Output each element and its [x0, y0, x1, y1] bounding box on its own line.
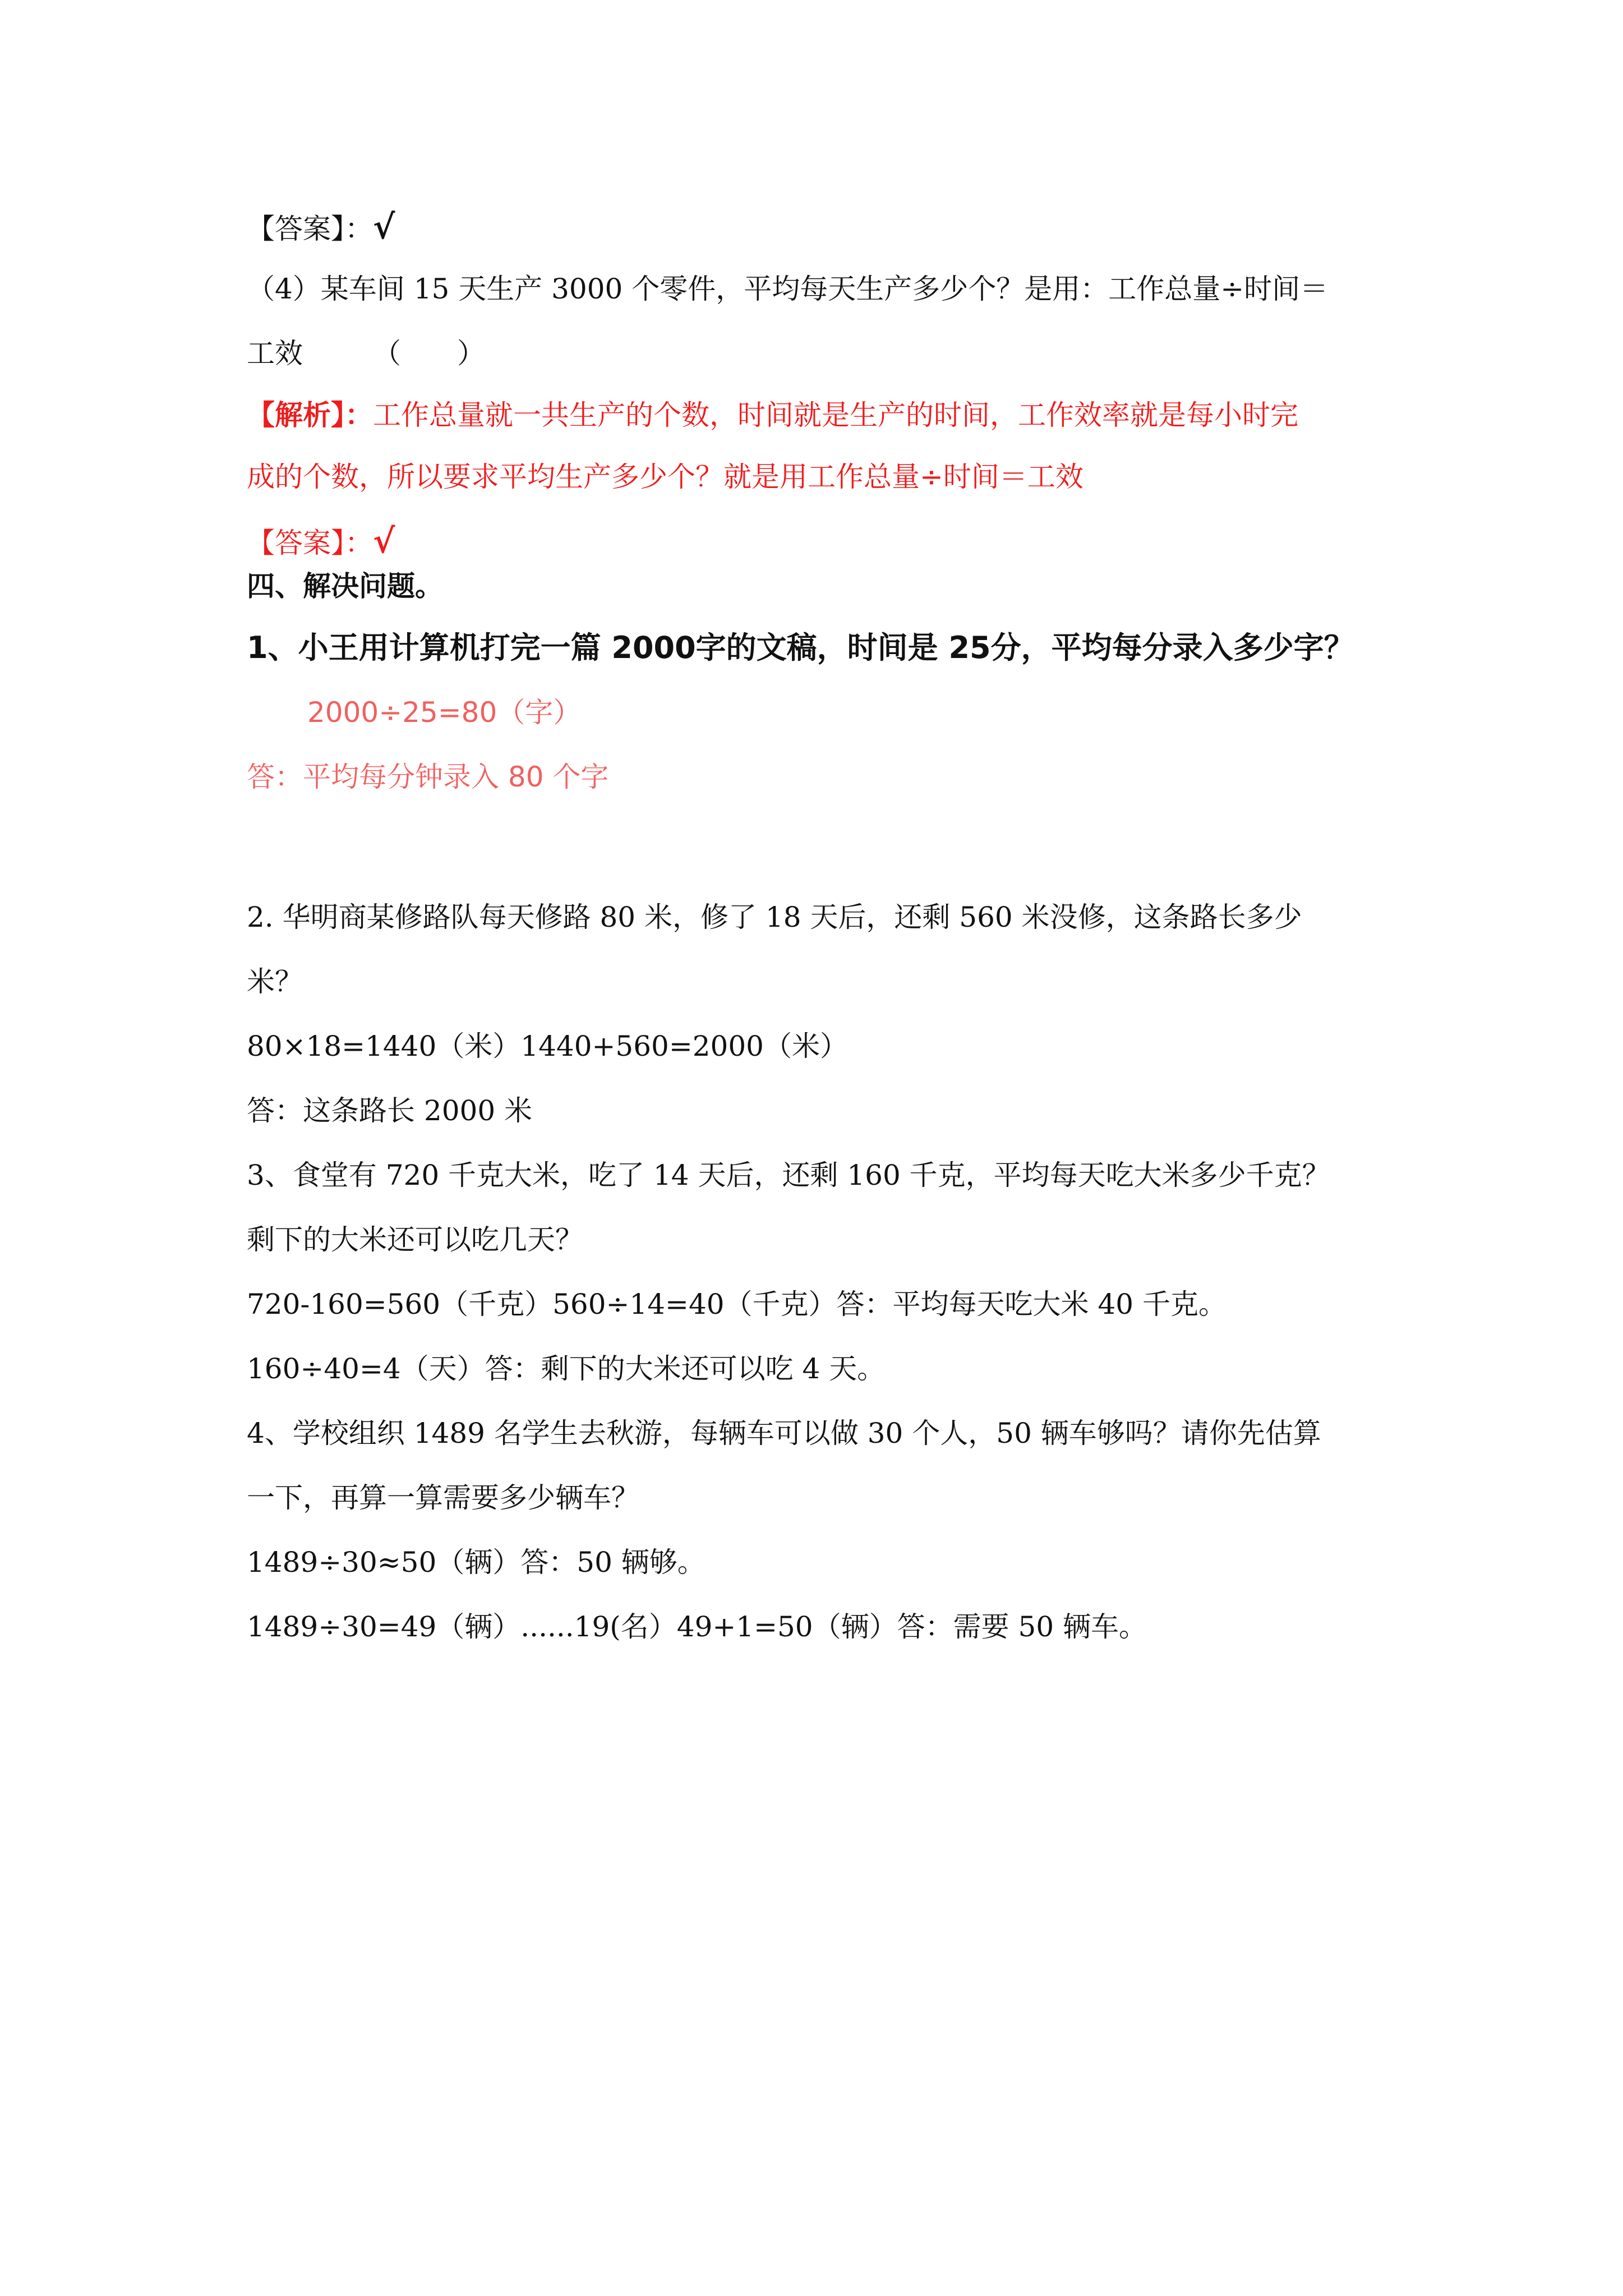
answer-line-2: [247, 522, 395, 563]
analysis-line-1: [247, 395, 1298, 435]
problem-3-question-line-1: 3、食堂有 720 千克大米，吃了 14 天后，还剩 160 千克，平均每天吃大米多少千克？: [247, 1159, 1330, 1191]
problem-3-question-line-2: 剩下的大米还可以吃几天？: [247, 1223, 583, 1256]
problem-3-calc-2: 160÷40=4（天）答：剩下的大米还可以吃 4 天。: [247, 1352, 886, 1385]
problem-3-calc-1: 720-160=560（千克）560÷14=40（千克）答：平均每天吃大米 40 千克。: [247, 1288, 1227, 1320]
problem-2-calc: 80×18=1440（米）1440+560=2000（米）: [247, 1030, 848, 1062]
question-4-line-2: 工效 （ ）: [247, 337, 485, 370]
problem-1-answer: 答：平均每分钟录入 80 个字: [247, 761, 609, 793]
problem-2-question-line-1: 2. 华明商某修路队每天修路 80 米，修了 18 天后，还剩 560 米没修，这条路长多少: [247, 901, 1302, 933]
problem-1-calc: 2000÷25=80（字）: [307, 696, 582, 729]
problem-2-answer: 答：这条路长 2000 米: [247, 1094, 533, 1127]
check-mark-red: √: [373, 522, 395, 561]
problem-2-question-line-2: 米？: [247, 965, 303, 998]
analysis-line-2: 成的个数，所以要求平均生产多少个？就是用工作总量÷时间＝工效: [247, 461, 1083, 493]
answer-label-red: 【答案】：: [247, 527, 373, 559]
section-4-heading: 四、解决问题。: [247, 570, 443, 602]
problem-4-calc-1: 1489÷30≈50（辆）答：50 辆够。: [247, 1546, 706, 1579]
problem-4-calc-2: 1489÷30=49（辆）......19(名）49+1=50（辆）答：需要 50 辆车。: [247, 1611, 1147, 1643]
analysis-label: 【解析】：: [247, 399, 373, 431]
question-4-line-1: （4）某车间 15 天生产 3000 个零件，平均每天生产多少个？是用：工作总量÷时间＝: [247, 273, 1329, 305]
answer-label: 【答案】：: [247, 213, 373, 245]
problem-1-question: 1、小王用计算机打完一篇 2000字的文稿，时间是 25分，平均每分录入多少字？: [247, 630, 1354, 665]
check-mark: √: [373, 208, 395, 247]
problem-4-question-line-2: 一下，再算一算需要多少辆车？: [247, 1481, 639, 1514]
analysis-text-1: 工作总量就一共生产的个数，时间就是生产的时间，工作效率就是每小时完: [373, 399, 1298, 431]
problem-4-question-line-1: 4、学校组织 1489 名学生去秋游，每辆车可以做 30 个人，50 辆车够吗？请你先估算: [247, 1417, 1321, 1450]
answer-line-1: [247, 208, 395, 249]
